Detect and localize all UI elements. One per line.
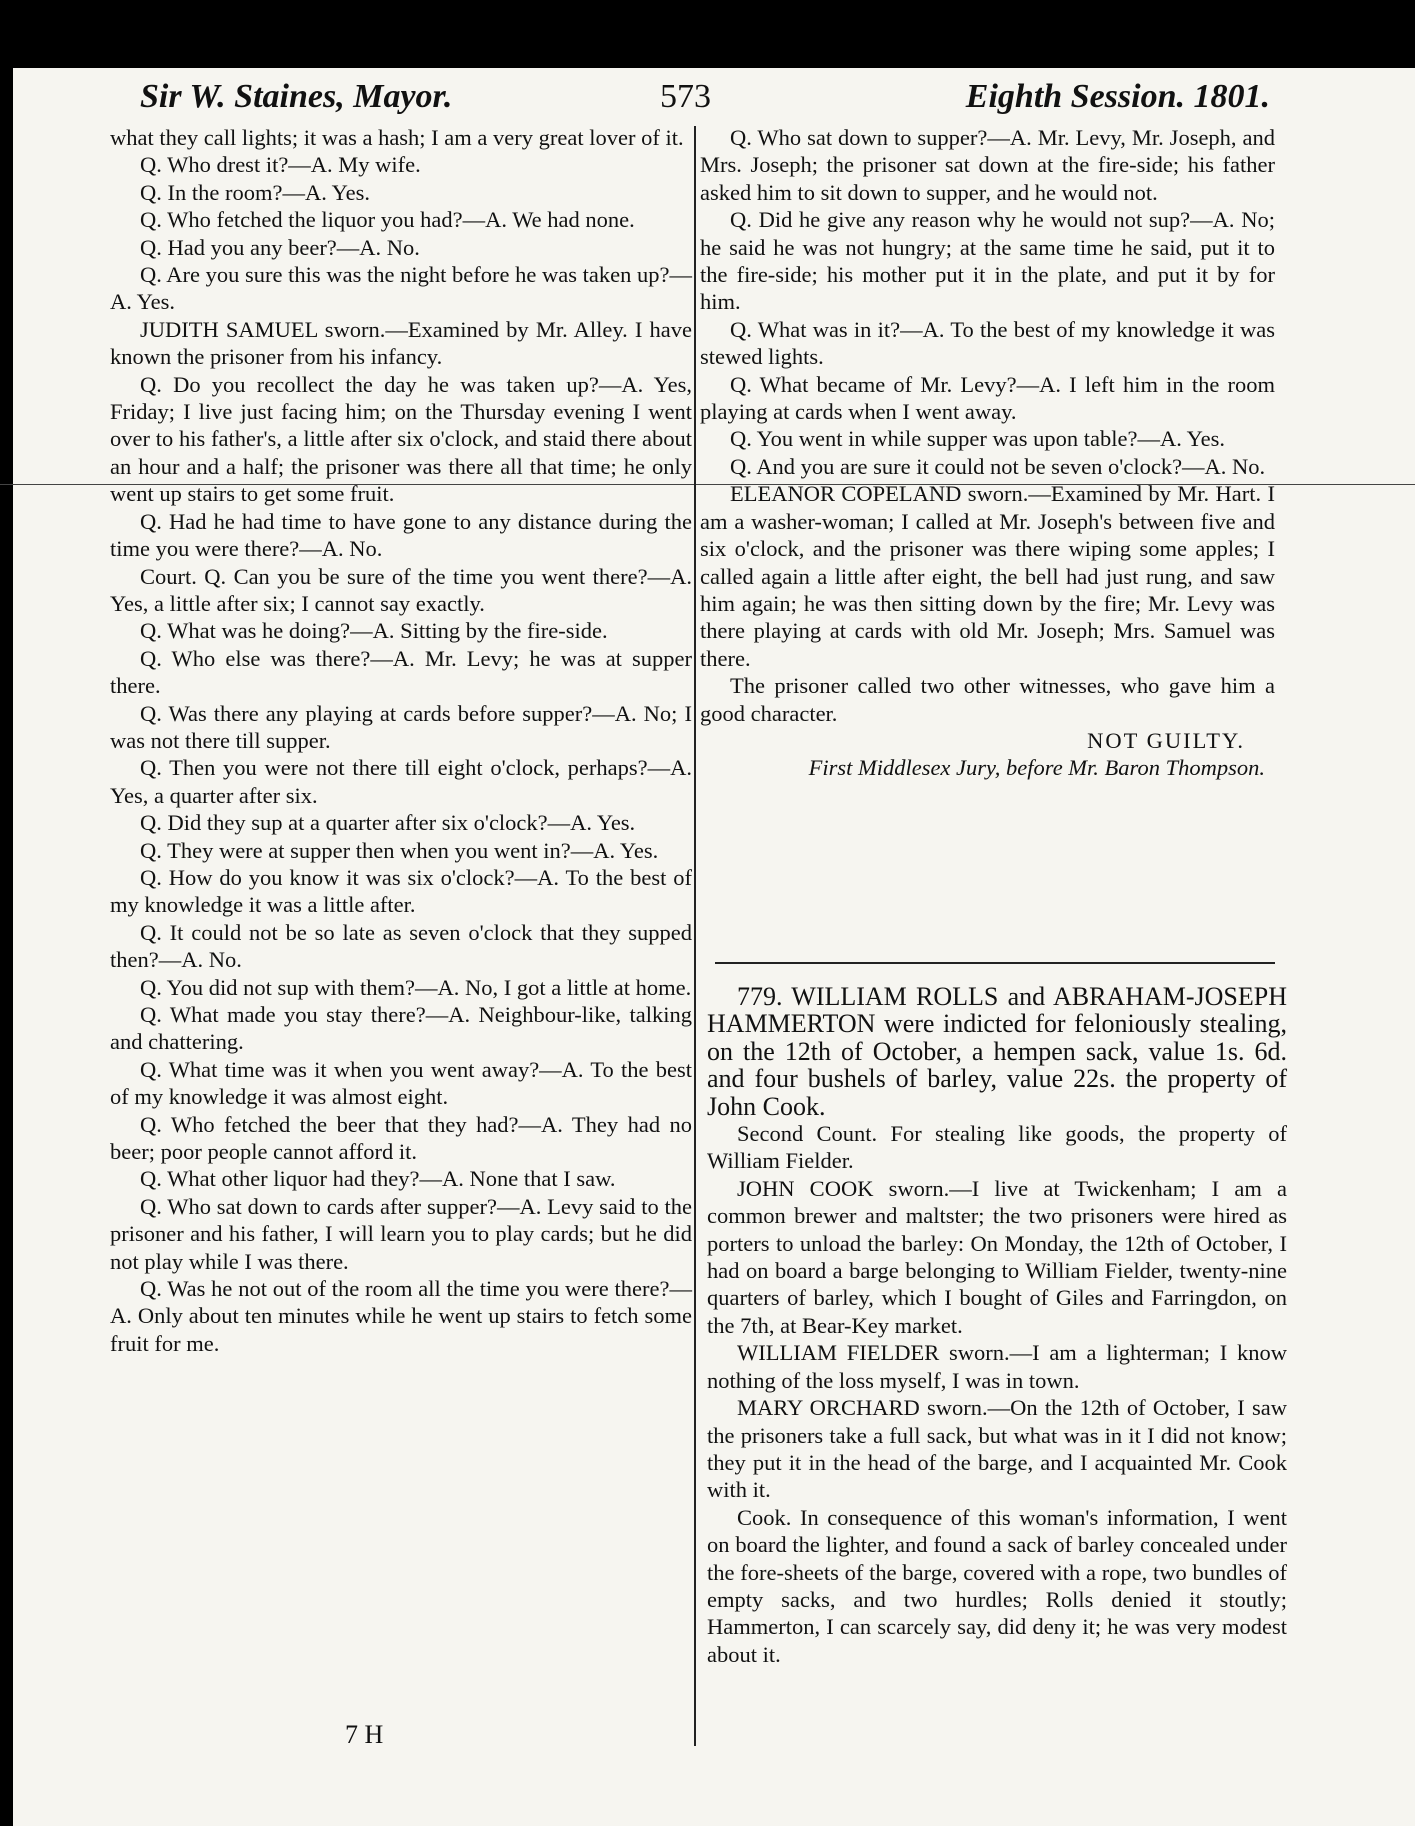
verdict: NOT GUILTY.: [1087, 727, 1245, 753]
paragraph: Q. What was he doing?—A. Sitting by the fire-side.: [140, 618, 608, 644]
left-column: [110, 124, 692, 1357]
right-column-case: [707, 983, 1287, 1668]
left-edge-strip: [0, 68, 13, 1826]
paragraph: Q. What other liquor had they?—A. None that I saw.: [140, 1166, 616, 1192]
paragraph: Q. Who fetched the liquor you had?—A. We had none.: [140, 207, 635, 233]
paragraph: Q. What time was it when you went away?—A. To the best of my knowledge it was almost eight.: [110, 1056, 692, 1110]
paragraph: Q. They were at supper then when you went in?—A. Yes.: [140, 837, 659, 863]
paragraph: Q. Was there any playing at cards before supper?—A. No; I was not there till supper.: [110, 700, 692, 753]
paragraph: Q. It could not be so late as seven o'clock that they supped then?—A. No.: [110, 919, 692, 973]
paragraph: Q. What was in it?—A. To the best of my knowledge it was stewed lights.: [700, 316, 1275, 370]
paragraph: Q. Did they sup at a quarter after six o'clock?—A. Yes.: [140, 810, 636, 836]
paragraph: Q. Who sat down to cards after supper?—A. Levy said to the prisoner and his father, I will learn you to play cards; but he did not play while I was there.: [110, 1193, 692, 1274]
paragraph: MARY ORCHARD sworn.—On the 12th of October, I saw the prisoners take a full sack, but what was in it I did not know; they put it in the head of the barge, and I acquainted Mr. Cook with it.: [707, 1395, 1287, 1503]
paragraph: The prisoner called two other witnesses, who gave him a good character.: [700, 673, 1275, 726]
page-number: 573: [660, 78, 711, 115]
header-left: Sir W. Staines, Mayor.: [140, 78, 453, 115]
paragraph: Q. How do you know it was six o'clock?—A. To the best of my knowledge it was a little after.: [110, 864, 692, 918]
paragraph: Q. Did he give any reason why he would not sup?—A. No; he said he was not hungry; at the same time he said, put it to the fire-side; his mother put it in the plate, and put it by for him.: [700, 207, 1275, 315]
header-right: Eighth Session. 1801.: [965, 78, 1270, 115]
paragraph: Q. Do you recollect the day he was taken up?—A. Yes, Friday; I live just facing him; on the Thursday evening I went over to his father's, a little after six o'clock, and staid there about an hour and a half; the prisoner was there all that time; he only went up stairs to get some fruit.: [110, 371, 692, 507]
paragraph: Q. In the room?—A. Yes.: [140, 179, 370, 205]
paragraph: Q. Had you any beer?—A. No.: [140, 234, 420, 260]
signature-mark: 7 H: [345, 1720, 384, 1749]
paragraph: Q. You went in while supper was upon table?—A. Yes.: [730, 426, 1225, 452]
paragraph: Q. You did not sup with them?—A. No, I got a little at home.: [140, 974, 692, 1000]
paragraph: Q. And you are sure it could not be seven o'clock?—A. No.: [730, 453, 1266, 479]
paragraph: ELEANOR COPELAND sworn.—Examined by Mr. Hart. I am a washer-woman; I called at Mr. Joseph's between five and six o'clock, and the prisoner was there wiping some apples; I called again a little after eight, the bell had just rung, and saw him again; he was then sitting down by the fire; Mr. Levy was there playing at cards with old Mr. Joseph; Mrs. Samuel was there.: [700, 481, 1275, 671]
paragraph: Q. Had he had time to have gone to any distance during the time you were there?—A. No.: [110, 508, 692, 562]
paragraph: Q. Are you sure this was the night before he was taken up?—A. Yes.: [110, 262, 692, 315]
case-heading: 779. WILLIAM ROLLS and ABRAHAM-JOSEPH HAMMERTON were indicted for feloniously stealing, on the 12th of October, a hempen sack, value 1s. 6d. and four bushels of barley, value 22s. the property of John Cook.: [707, 982, 1287, 1121]
paragraph: what they call lights; it was a hash; I am a very great lover of it.: [110, 125, 684, 150]
paragraph: Q. What became of Mr. Levy?—A. I left him in the room playing at cards when I went away.: [700, 371, 1275, 425]
paragraph: Q. What made you stay there?—A. Neighbour-like, talking and chattering.: [110, 1002, 692, 1055]
paragraph: Court. Q. Can you be sure of the time you went there?—A. Yes, a little after six; I cannot say exactly.: [110, 563, 692, 616]
paragraph: Second Count. For stealing like goods, the property of William Fielder.: [707, 1121, 1287, 1174]
paragraph: JOHN COOK sworn.—I live at Twickenham; I am a common brewer and maltster; the two prisoners were hired as porters to unload the barley: On Monday, the 12th of October, I had on board a barge belonging to William Fielder, twenty-nine quarters of barley, which I bought of Giles and Farringdon, on the 7th, at Bear-Key market.: [707, 1175, 1287, 1338]
column-divider: [694, 126, 696, 1746]
paragraph: Q. Who fetched the beer that they had?—A. They had no beer; poor people cannot afford it.: [110, 1111, 692, 1165]
paragraph: Q. Who sat down to supper?—A. Mr. Levy, Mr. Joseph, and Mrs. Joseph; the prisoner sat down at the fire-side; his father asked him to sit down to supper, and he would not.: [700, 125, 1275, 205]
paragraph: Q. Was he not out of the room all the time you were there?—A. Only about ten minutes while he went up stairs to fetch some fruit for me.: [110, 1276, 692, 1356]
paragraph: WILLIAM FIELDER sworn.—I am a lighterman; I know nothing of the loss myself, I was in town.: [707, 1340, 1287, 1393]
paragraph: Q. Who drest it?—A. My wife.: [140, 152, 421, 178]
jury-note: First Middlesex Jury, before Mr. Baron Thompson.: [808, 755, 1265, 781]
case-separator-rule: [715, 962, 1275, 964]
paragraph: Q. Then you were not there till eight o'clock, perhaps?—A. Yes, a quarter after six.: [110, 755, 692, 808]
paragraph: JUDITH SAMUEL sworn.—Examined by Mr. Alley. I have known the prisoner from his infancy.: [110, 316, 692, 370]
paragraph: Cook. In consequence of this woman's information, I went on board the lighter, and found a sack of barley concealed under the fore-sheets of the barge, covered with a rope, two bundles of empty sacks, and two hurdles; Rolls denied it stoutly; Hammerton, I can scarcely say, did deny it; he was very modest about it.: [707, 1504, 1287, 1667]
paragraph: Q. Who else was there?—A. Mr. Levy; he was at supper there.: [110, 645, 692, 699]
page: [0, 68, 1415, 1826]
page-header: [140, 78, 1270, 122]
right-column-top: [700, 124, 1275, 782]
